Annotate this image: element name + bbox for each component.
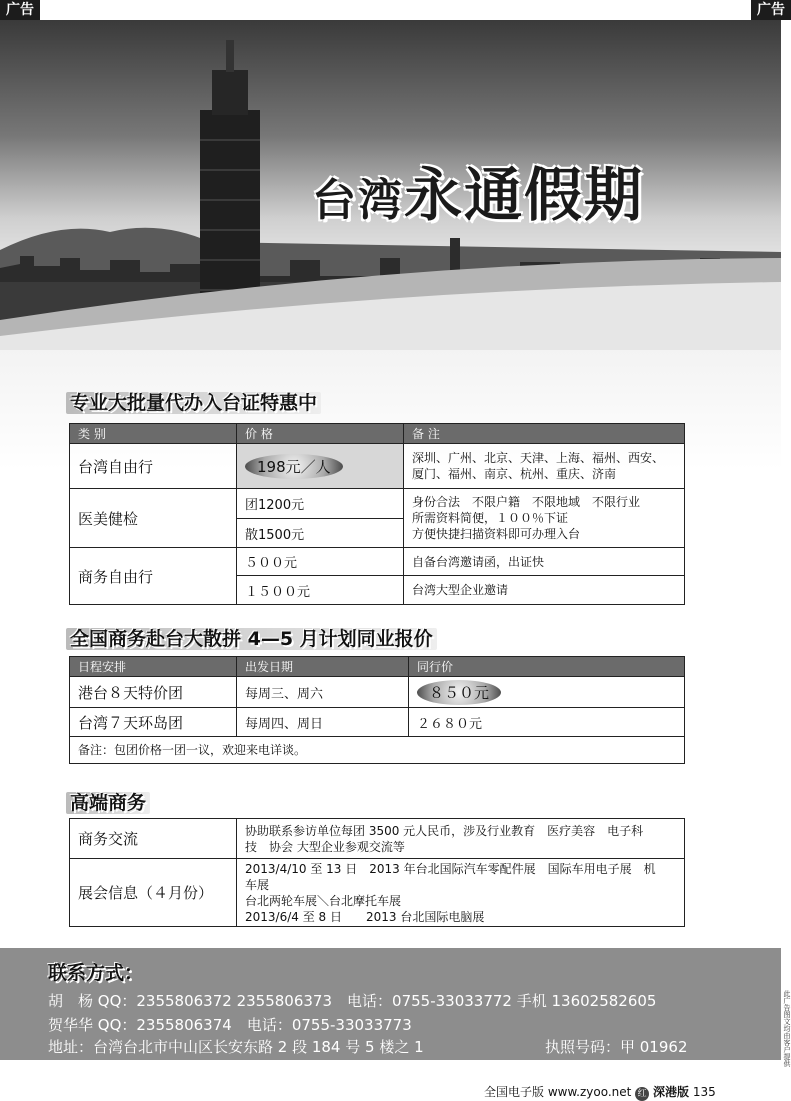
contact-line-1: 胡 杨 QQ：2355806372 2355806373 电话：0755-33033772 手机 13602582605 xyxy=(48,992,657,1010)
tour-price: ２６８０元 xyxy=(409,708,685,737)
section1-title: 专业大批量代办入台证特惠中 xyxy=(66,388,321,415)
visa-service-table xyxy=(69,423,685,605)
business-category: 展会信息（４月份） xyxy=(70,859,237,927)
contact-license: 执照号码：甲 01962 xyxy=(545,1038,688,1056)
table-row xyxy=(70,489,685,519)
header-price: 价 格 xyxy=(237,424,404,444)
row-price: 散1500元 xyxy=(237,519,404,548)
footer-edition: 深港版 xyxy=(653,1085,690,1099)
footer-site: 全国电子版 www.zyoo.net xyxy=(484,1085,632,1099)
ad-label-right: 广告 xyxy=(751,0,791,20)
hero-title xyxy=(312,148,644,232)
hero-banner xyxy=(0,20,781,350)
business-desc: 2013/4/10 至 13 日 2013 年台北国际汽车零配件展 国际车用电子展 机 车展 台北两轮车展＼台北摩托车展 2013/6/4 至 8 日 2013 台北国际电脑展 xyxy=(237,859,685,927)
table-row xyxy=(70,444,685,489)
header-price: 同行价 xyxy=(409,657,685,677)
row-note: 身份合法 不限户籍 不限地域 不限行业 所需资料简便，１００％下证 方便快捷扫描资料即可办理入台 xyxy=(404,489,685,548)
footer-page-number: 135 xyxy=(692,1085,716,1099)
row-price: 团1200元 xyxy=(237,489,404,519)
price-starburst: ８５０元 xyxy=(417,680,501,705)
page-footer xyxy=(484,1083,716,1101)
tour-date: 每周三、周六 xyxy=(237,677,409,708)
header-schedule: 日程安排 xyxy=(70,657,237,677)
row-price: １５００元 xyxy=(237,576,404,605)
business-desc: 协助联系参访单位每团 3500 元人民币，涉及行业教育 医疗美容 电子科 技 协会 大型企业参观交流等 xyxy=(237,819,685,859)
section2-title: 全国商务赴台大散拼 4—5 月计划同业报价 xyxy=(66,624,437,651)
table-header-row xyxy=(70,657,685,677)
table-row xyxy=(70,737,685,764)
contact-address: 地址：台湾台北市中山区长安东路 2 段 184 号 5 楼之 1 xyxy=(48,1038,424,1056)
row-note: 自备台湾邀请函，出证快 xyxy=(404,548,685,576)
tour-price-table xyxy=(69,656,685,764)
footer-badge: 红 xyxy=(635,1087,649,1101)
table-row xyxy=(70,708,685,737)
header-date: 出发日期 xyxy=(237,657,409,677)
contact-label: 联系方式： xyxy=(48,962,144,984)
side-note: 此广告图文均由客户提供 xyxy=(783,990,791,1067)
tour-remark: 备注：包团价格一团一议，欢迎来电详谈。 xyxy=(70,737,685,764)
hero-title-part1: 台湾 xyxy=(312,175,404,226)
tour-name: 港台８天特价团 xyxy=(70,677,237,708)
row-note: 台湾大型企业邀请 xyxy=(404,576,685,605)
table-row xyxy=(70,819,685,859)
row-category: 医美健检 xyxy=(70,489,237,548)
price-starburst: 198元／人 xyxy=(245,454,343,479)
table-row xyxy=(70,677,685,708)
tour-price xyxy=(409,677,685,708)
header-note: 备 注 xyxy=(404,424,685,444)
row-category: 台湾自由行 xyxy=(70,444,237,489)
business-category: 商务交流 xyxy=(70,819,237,859)
row-note: 深圳、广州、北京、天津、上海、福州、西安、 厦门、福州、南京、杭州、重庆、济南 xyxy=(404,444,685,489)
business-table xyxy=(69,818,685,927)
header-category: 类 别 xyxy=(70,424,237,444)
ad-label-left: 广告 xyxy=(0,0,40,20)
table-row xyxy=(70,859,685,927)
row-price: ５００元 xyxy=(237,548,404,576)
table-row xyxy=(70,548,685,576)
hero-title-part2: 永通假期 xyxy=(404,161,645,229)
table-header-row xyxy=(70,424,685,444)
section3-title: 高端商务 xyxy=(66,788,150,815)
contact-panel xyxy=(0,948,781,1060)
tour-date: 每周四、周日 xyxy=(237,708,409,737)
row-category: 商务自由行 xyxy=(70,548,237,605)
row-price xyxy=(237,444,404,489)
contact-line-2: 贺华华 QQ：2355806374 电话：0755-33033773 xyxy=(48,1016,412,1034)
tour-name: 台湾７天环岛团 xyxy=(70,708,237,737)
